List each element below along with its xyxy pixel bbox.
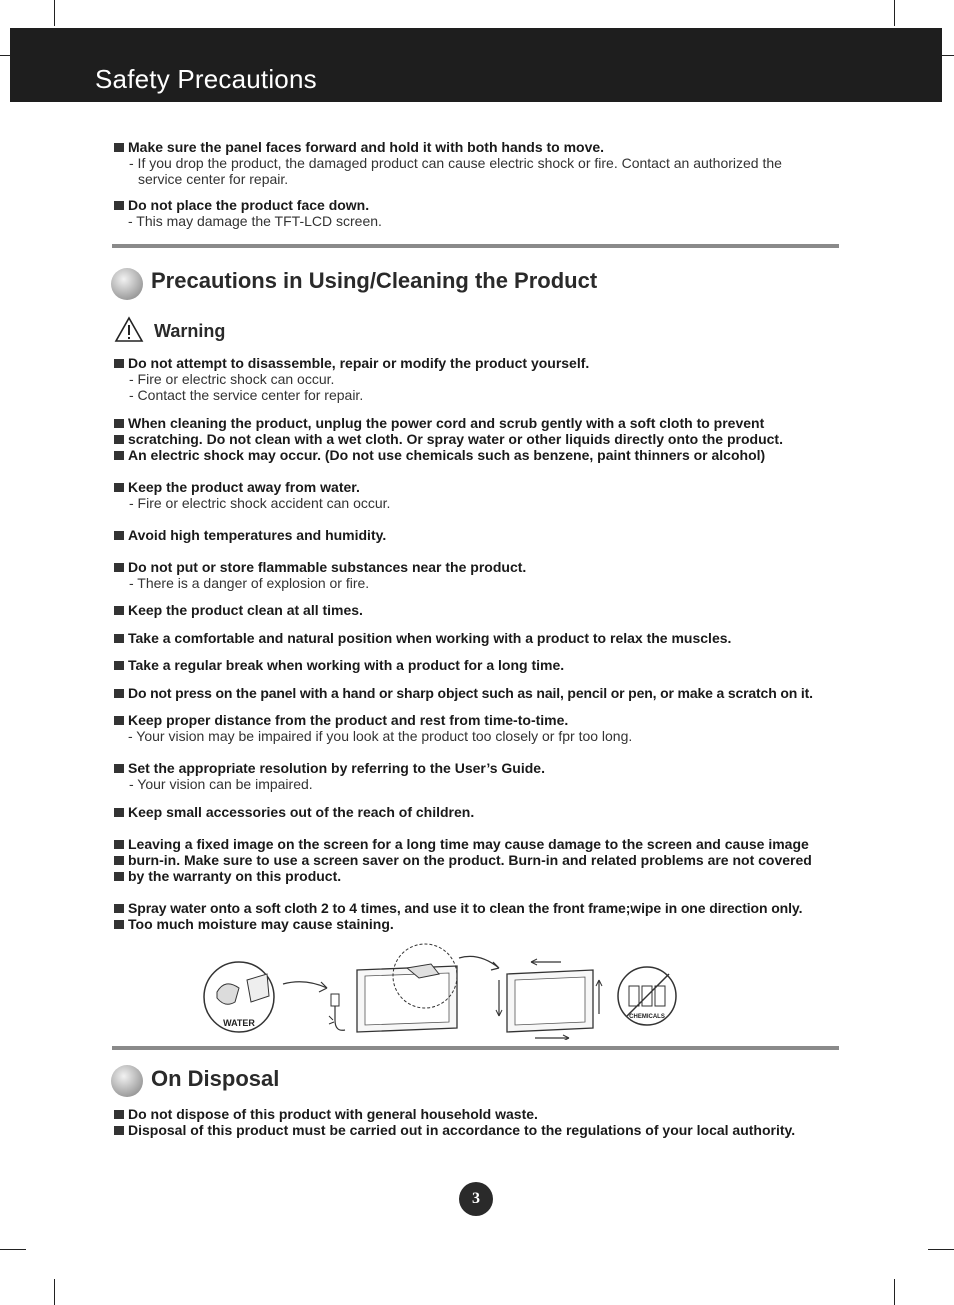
- item-heading: Keep the product away from water.: [114, 479, 844, 495]
- item-heading-text: An electric shock may occur. (Do not use chemicals such as benzene, paint thinners or alcohol): [128, 447, 766, 463]
- item-heading-cont: [114, 916, 844, 932]
- item-heading: Avoid high temperatures and humidity.: [114, 527, 844, 543]
- item-heading-text: scratching. Do not clean with a wet cloth. Or spray water or other liquids directly onto the product.: [128, 431, 783, 447]
- arrow-icon: [459, 956, 499, 970]
- item-detail: - Fire or electric shock accident can occur.: [129, 495, 391, 511]
- item-heading-text: burn-in. Make sure to use a screen saver on the product. Burn-in and related problems are not covered: [128, 852, 812, 868]
- list-item: [114, 197, 844, 229]
- item-detail: - There is a danger of explosion or fire.: [129, 575, 370, 591]
- section-bullet-icon: [111, 1065, 143, 1097]
- crop-mark: [928, 1249, 954, 1250]
- item-heading: Do not place the product face down.: [114, 197, 844, 213]
- item-detail: - Contact the service center for repair.: [129, 387, 364, 403]
- item-detail: - Your vision may be impaired if you look at the product too closely or fpr too long.: [128, 728, 633, 744]
- arrow-icon: [283, 982, 327, 992]
- crop-mark: [54, 1279, 55, 1305]
- list-item: [114, 559, 844, 591]
- item-detail: service center for repair.: [138, 171, 289, 187]
- list-item: [114, 415, 844, 463]
- item-heading: Keep proper distance from the product and rest from time-to-time.: [114, 712, 844, 728]
- page-title: Safety Precautions: [95, 64, 317, 94]
- item-heading: When cleaning the product, unplug the power cord and scrub gently with a soft cloth to prevent: [114, 415, 844, 431]
- item-detail: - Fire or electric shock can occur.: [129, 371, 335, 387]
- item-heading: Set the appropriate resolution by referring to the User’s Guide.: [114, 760, 844, 776]
- item-heading: Do not press on the panel with a hand or sharp object such as nail, pencil or pen, or make a scratch on it.: [114, 685, 854, 701]
- crop-mark: [894, 1279, 895, 1305]
- item-heading: Leaving a fixed image on the screen for a long time may cause damage to the screen and cause image: [114, 836, 844, 852]
- water-label: WATER: [223, 1018, 255, 1028]
- list-item: [114, 630, 844, 646]
- item-heading-text: Too much moisture may cause staining.: [128, 916, 394, 932]
- no-chemicals-icon: [618, 967, 676, 1025]
- item-heading: Do not put or store flammable substances near the product.: [114, 559, 844, 575]
- crop-mark: [0, 1249, 26, 1250]
- item-heading-text: by the warranty on this product.: [128, 868, 342, 884]
- section-divider: [112, 244, 839, 248]
- page-number: 3: [459, 1182, 493, 1216]
- monitor-icon: [357, 944, 457, 1032]
- item-heading: Disposal of this product must be carried out in accordance to the regulations of your local authority.: [114, 1122, 844, 1138]
- list-item: [114, 479, 844, 511]
- water-spray-icon: [204, 962, 274, 1032]
- list-item: [114, 355, 844, 403]
- cleaning-illustration: [195, 940, 695, 1040]
- list-item: [114, 760, 844, 792]
- list-item: [114, 139, 844, 187]
- section-title: Precautions in Using/Cleaning the Product: [151, 268, 598, 293]
- list-item: [114, 602, 844, 618]
- crop-mark: [54, 0, 55, 26]
- chemicals-label: CHEMICALS: [629, 1014, 665, 1020]
- power-plug-icon: [329, 994, 345, 1030]
- item-heading-cont: [114, 868, 844, 884]
- list-item: [114, 804, 844, 820]
- list-item: [114, 527, 844, 543]
- section-title: On Disposal: [151, 1066, 280, 1091]
- monitor-icon: [496, 959, 602, 1040]
- section-bullet-icon: [111, 268, 143, 300]
- item-heading: Take a comfortable and natural position when working with a product to relax the muscles.: [114, 630, 844, 646]
- item-heading: Spray water onto a soft cloth 2 to 4 times, and use it to clean the front frame;wipe in one direction only.: [114, 900, 844, 916]
- item-heading: Do not dispose of this product with general household waste.: [114, 1106, 844, 1122]
- warning-label: Warning: [154, 321, 226, 341]
- item-detail: - Your vision can be impaired.: [129, 776, 313, 792]
- section-divider: [112, 1046, 839, 1050]
- item-heading: Make sure the panel faces forward and hold it with both hands to move.: [114, 139, 844, 155]
- item-heading: Keep small accessories out of the reach of children.: [114, 804, 844, 820]
- item-heading-cont: [114, 431, 844, 447]
- item-heading: Do not attempt to disassemble, repair or modify the product yourself.: [114, 355, 844, 371]
- crop-mark: [894, 0, 895, 26]
- list-item: [114, 657, 844, 673]
- list-item: [114, 1106, 844, 1138]
- item-heading-cont: [114, 852, 844, 868]
- list-item: [114, 836, 844, 884]
- warning-triangle-icon: [114, 316, 144, 343]
- item-detail: - If you drop the product, the damaged product can cause electric shock or fire. Contact an authorized the: [129, 155, 782, 171]
- item-heading: Keep the product clean at all times.: [114, 602, 844, 618]
- list-item: [114, 685, 854, 701]
- list-item: [114, 900, 844, 932]
- item-detail: - This may damage the TFT-LCD screen.: [128, 213, 382, 229]
- item-heading: Take a regular break when working with a product for a long time.: [114, 657, 844, 673]
- list-item: [114, 712, 844, 744]
- item-heading-cont: [114, 447, 844, 463]
